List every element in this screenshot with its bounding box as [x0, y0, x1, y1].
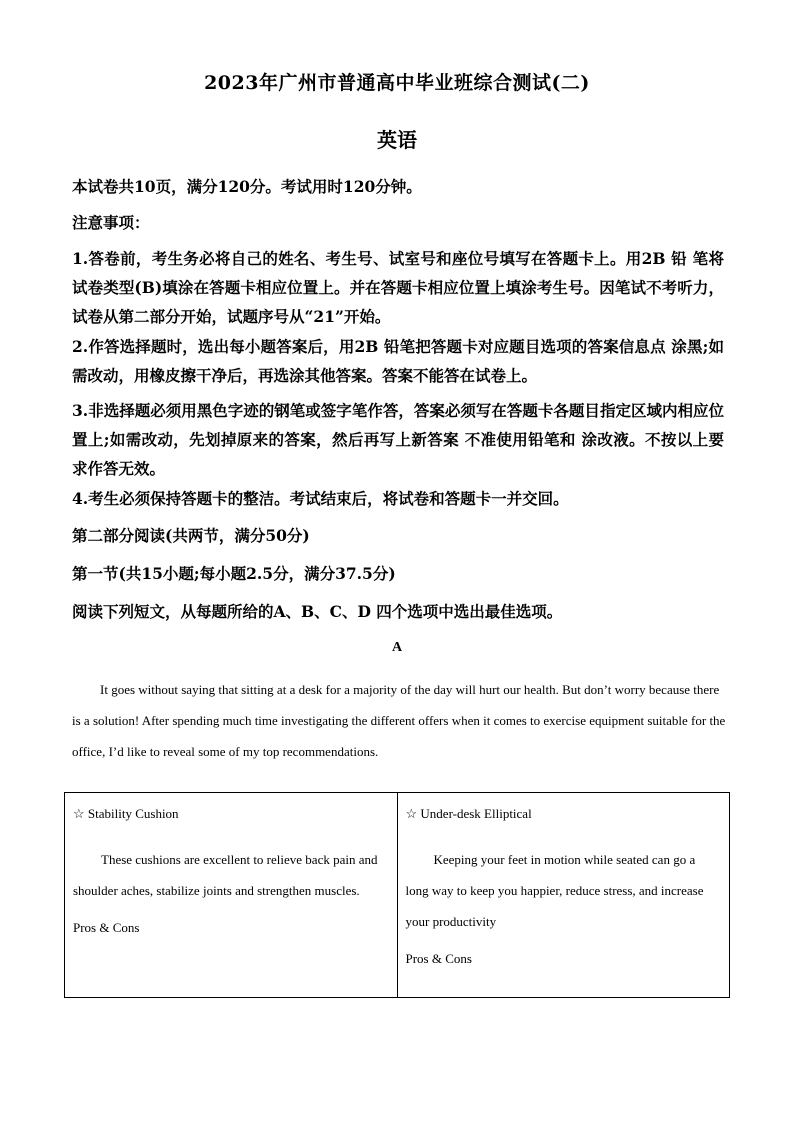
notice-item-2: 2.作答选择题时，选出每小题答案后，用2B 铅笔把答题卡对应题目选项的答案信息点 涂黑;如需改动，用橡皮擦干净后，再选涂其他答案。答案不能答在试卷上。: [72, 337, 724, 385]
passage-letter: A: [391, 640, 403, 655]
notice-item-4: 4.考生必须保持答题卡的整洁。考试结束后，将试卷和答题卡一并交回。: [72, 489, 569, 508]
notice-item-3: 3.非选择题必须用黑色字迹的钢笔或签字笔作答，答案必须写在答题卡各题目指定区域内相应位置上;如需改动，先划掉原来的答案，然后再写上新答案 不准使用铅笔和 涂改液。不按以上要求作答无效。: [72, 401, 724, 478]
recommendation-table: [64, 792, 730, 998]
cell-title: ☆ Stability Cushion: [73, 806, 179, 821]
table-cell: [397, 793, 730, 997]
exam-subject: 英语: [377, 128, 417, 152]
cell-pros-cons: Pros & Cons: [405, 951, 472, 966]
exam-title: 2023年广州市普通高中毕业班综合测试(二): [204, 72, 590, 94]
passage-paragraph: It goes without saying that sitting at a desk for a majority of the day will hurt our health. But don’t worry because there is a solution! After spending much time investigating the different offers when it comes to exercise equipment suitable for the office, I’d like to reveal some of my top recommendations.: [72, 682, 726, 759]
table-cell: [65, 793, 397, 997]
part-heading: 第二部分阅读(共两节，满分50分): [72, 526, 310, 545]
cell-body: These cushions are excellent to relieve back pain and shoulder aches, stabilize joints and strengthen muscles.: [73, 852, 378, 898]
notice-heading: 注意事项：: [72, 213, 150, 232]
cell-body: Keeping your feet in motion while seated can go a long way to keep you happier, reduce stress, and increase your productivity: [405, 852, 704, 929]
exam-intro: 本试卷共10页，满分120分。考试用时120分钟。: [72, 177, 422, 196]
cell-title: ☆ Under-desk Elliptical: [405, 806, 532, 821]
notice-item-1: 1.答卷前，考生务必将自己的姓名、考生号、试室号和座位号填写在答题卡上。用2B 铅 笔将试卷类型(B)填涂在答题卡相应位置上。并在答题卡相应位置上填涂考生号。因笔试不考听力，试卷从第二部分开始，试题序号从“21”开始。: [72, 249, 724, 326]
section-heading: 第一节(共15小题;每小题2.5分，满分37.5分): [72, 564, 396, 583]
cell-pros-cons: Pros & Cons: [73, 920, 140, 935]
reading-directions: 阅读下列短文，从每题所给的A、B、C、D 四个选项中选出最佳选项。: [72, 602, 563, 621]
passage-body: [72, 674, 726, 767]
